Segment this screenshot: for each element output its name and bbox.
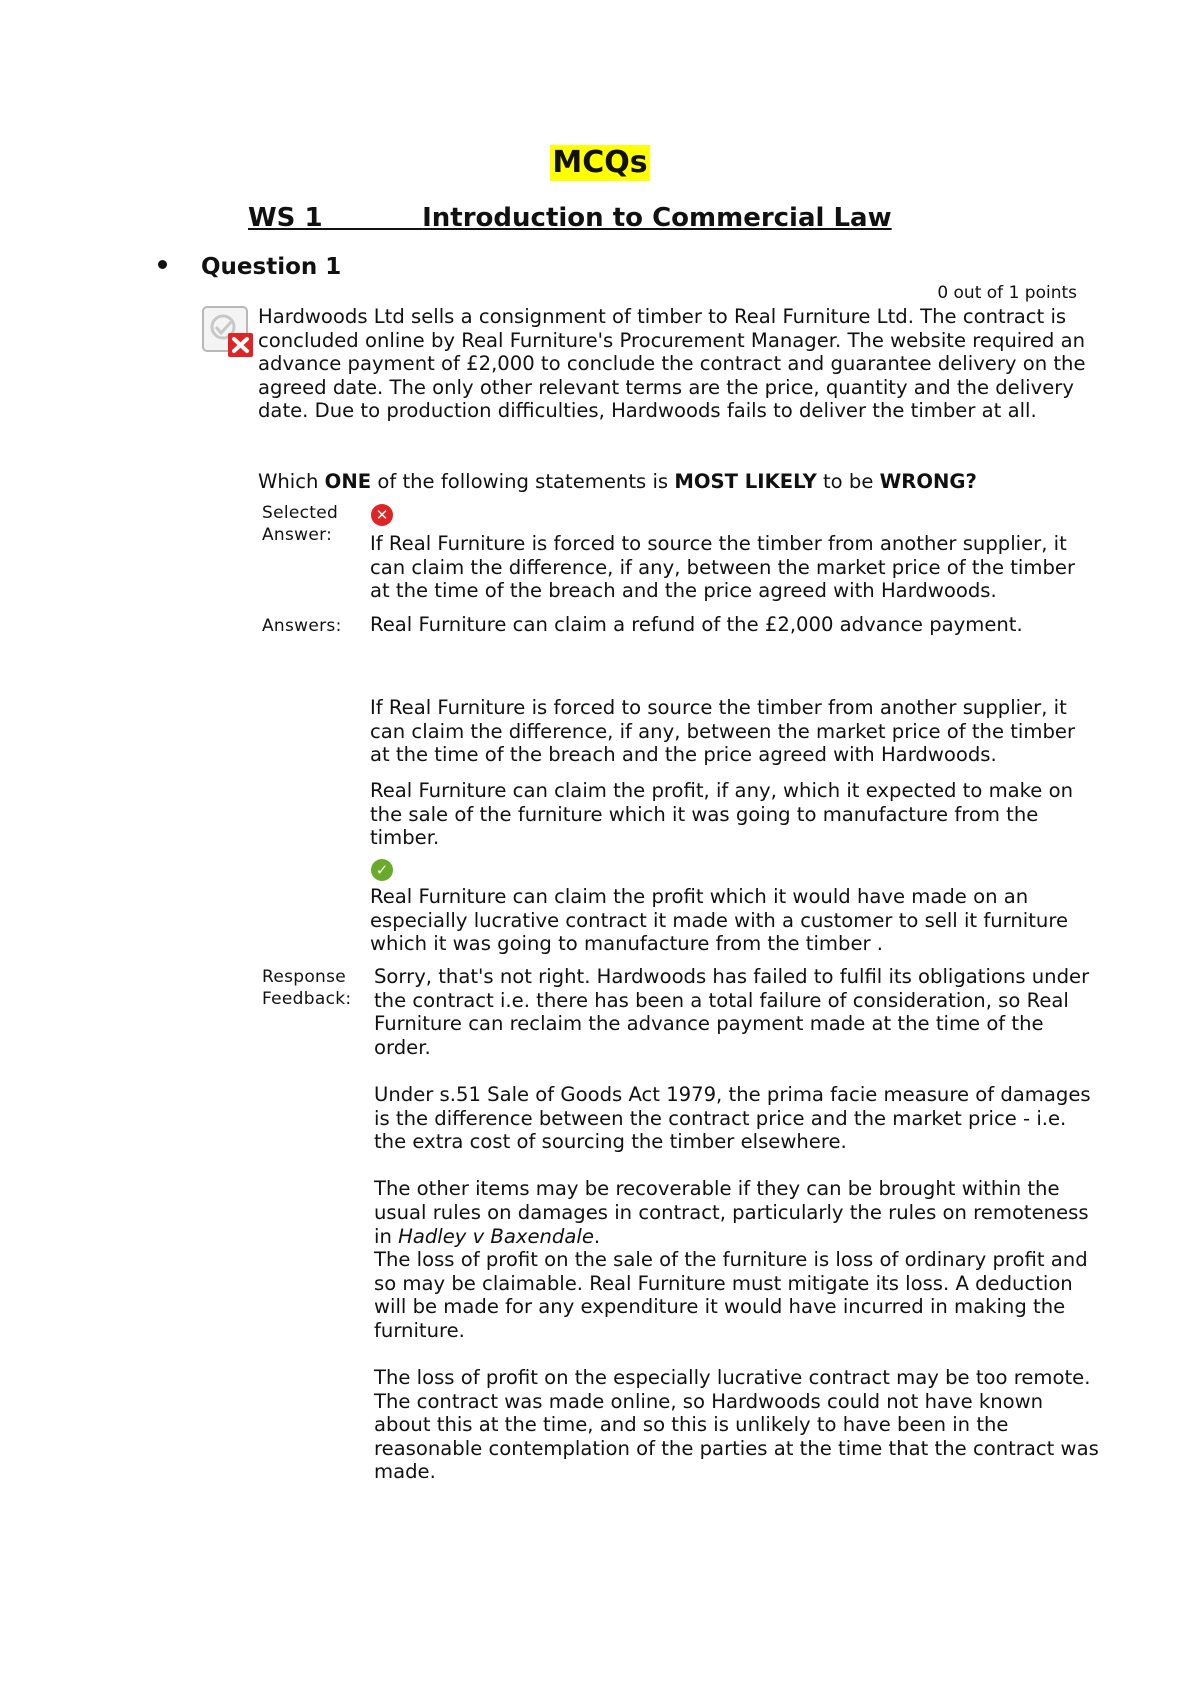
feedback-text: The other items may be recoverable if they can be brought within the usual rules on damages in contract, particularly the rules on remoteness in (374, 1177, 1089, 1248)
answer-option-1: Real Furniture can claim a refund of the £2,000 advance payment. (370, 613, 1023, 636)
prompt-emphasis: WRONG? (879, 470, 977, 493)
label-line: Answer: (262, 525, 333, 545)
prompt-part: to be (816, 470, 880, 493)
prompt-emphasis: MOST LIKELY (674, 470, 817, 493)
question-heading (158, 252, 341, 282)
worksheet-heading (248, 202, 892, 234)
selected-answer-text: If Real Furniture is forced to source the timber from another supplier, it can claim the difference, if any, between the market price of the timber at the time of the breach and the price agreed with Hardwoods. (370, 532, 1076, 602)
answers-label: Answers: (262, 616, 342, 636)
title-wrap (0, 145, 1200, 181)
response-feedback (374, 965, 1104, 1508)
feedback-text: . (593, 1224, 601, 1248)
question-stem: Hardwoods Ltd sells a consignment of timber to Real Furniture Ltd. The contract is concluded online by Real Furniture's Procurement Manager. The website required an advance payment of £2,000 to conclude the contract and guarantee delivery on the agreed date. The only other relevant terms are the price, quantity and the delivery date. Due to production difficulties, Hardwoods fails to deliver the timber at all. (258, 305, 1086, 422)
question-prompt (258, 470, 977, 494)
answer-option-2: If Real Furniture is forced to source the timber from another supplier, it can claim the difference, if any, between the market price of the timber at the time of the breach and the price agreed with Hardwoods. (370, 696, 1076, 766)
feedback-paragraph: Under s.51 Sale of Goods Act 1979, the prima facie measure of damages is the difference between the contract price and the market price - i.e. the extra cost of sourcing the timber elsewhere. (374, 1082, 1091, 1154)
case-name: Hadley v Baxendale (398, 1224, 594, 1248)
incorrect-attempt-icon (201, 305, 255, 359)
selected-answer-label (262, 502, 338, 546)
worksheet-subject: Introduction to Commercial Law (422, 203, 892, 233)
bullet-icon (158, 260, 167, 269)
label-line: Feedback: (262, 989, 352, 1009)
heading-gap (323, 203, 423, 233)
prompt-part: Which (258, 470, 325, 493)
question-points: 0 out of 1 points (937, 283, 1077, 303)
prompt-emphasis: ONE (324, 470, 372, 493)
response-feedback-label (262, 966, 351, 1010)
correct-icon: ✓ (371, 859, 393, 881)
feedback-paragraph (374, 1177, 1104, 1248)
answer-option-4-correct: Real Furniture can claim the profit which it would have made on an especially lucrative contract it made with a customer to sell it furniture which it was going to manufacture from the timber . (370, 885, 1068, 955)
feedback-paragraph: The loss of profit on the especially lucrative contract may be too remote. The contract was made online, so Hardwoods could not have known about this at the time, and so this is unlikely to have been in the reasonable contemplation of the parties at the time that the contract was made. (374, 1366, 1099, 1484)
document-title: MCQs (552, 145, 648, 180)
incorrect-icon: ✕ (371, 504, 393, 526)
label-line: Selected (262, 503, 339, 523)
question-heading-text: Question 1 (201, 254, 342, 280)
worksheet-number: WS 1 (248, 203, 323, 233)
prompt-part: of the following statements is (371, 470, 675, 493)
feedback-paragraph: The loss of profit on the sale of the furniture is loss of ordinary profit and so may be claimable. Real Furniture must mitigate its loss. A deduction will be made for any expenditure it would have incurred in making the furniture. (374, 1248, 1088, 1342)
feedback-paragraph: Sorry, that's not right. Hardwoods has failed to fulfil its obligations under the contract i.e. there has been a total failure of consideration, so Real Furniture can reclaim the advance payment made at the time of the order. (374, 965, 1090, 1059)
answer-option-3: Real Furniture can claim the profit, if any, which it expected to make on the sale of the furniture which it was going to manufacture from the timber. (370, 779, 1074, 849)
label-line: Response (262, 967, 347, 987)
